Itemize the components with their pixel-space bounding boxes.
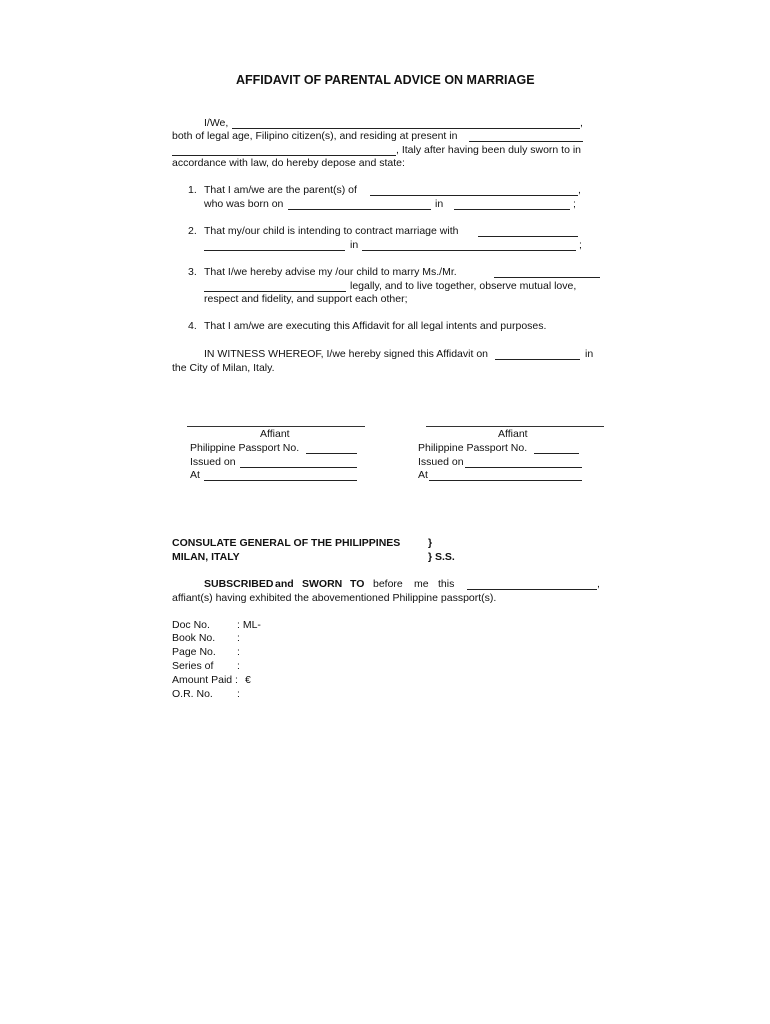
affiant-1-issued-label: Issued on — [190, 456, 236, 468]
sworn-sworn: SWORN — [302, 578, 343, 590]
sworn-and: and — [275, 578, 294, 590]
sworn-subscribed: SUBSCRIBED — [204, 578, 274, 590]
item-2-spouse-blank-2[interactable] — [204, 250, 345, 251]
affiant-2-passport-blank[interactable] — [534, 453, 579, 454]
affiant-2-at-blank[interactable] — [429, 480, 582, 481]
consulate-brace: } — [428, 537, 433, 549]
consulate-ss: } S.S. — [428, 551, 455, 563]
affiant-2-at-label: At — [418, 469, 428, 481]
witness-date-blank[interactable] — [495, 359, 580, 360]
affiant-2-label: Affiant — [498, 428, 528, 440]
item-2-spouse-blank[interactable] — [478, 236, 578, 237]
sworn-comma: , — [597, 578, 600, 590]
record-label: Book No. — [172, 632, 216, 644]
item-1-birthdate-blank[interactable] — [288, 209, 431, 210]
affiant-1-passport-label: Philippine Passport No. — [190, 442, 300, 454]
item-2-number: 2. — [188, 225, 197, 237]
item-1-text: That I am/we are the parent(s) of — [204, 184, 357, 196]
sworn-affiants-text: affiant(s) having exhibited the abovementioned Philippine passport(s). — [172, 592, 497, 604]
record-label: Series of — [172, 660, 214, 672]
affiant-1-issued-blank[interactable] — [240, 467, 357, 468]
record-value: : — [237, 646, 240, 658]
intro-residing-text: both of legal age, Filipino citizen(s), and residing at present in — [172, 130, 458, 142]
record-label: Amount Paid : — [172, 674, 238, 686]
intro-italy-text: , Italy after having been duly sworn to in — [396, 144, 582, 156]
item-1-comma: , — [578, 184, 581, 196]
item-1-child-blank[interactable] — [370, 195, 578, 196]
witness-in-text: in — [585, 348, 594, 360]
affiant-1-at-label: At — [190, 469, 200, 481]
record-label: Page No. — [172, 646, 216, 658]
item-3-number: 3. — [188, 266, 197, 278]
intro-iwe: I/We, — [204, 117, 229, 129]
intro-residence-blank-1[interactable] — [469, 141, 583, 142]
affiant-1-at-blank[interactable] — [204, 480, 357, 481]
intro-accordance-text: accordance with law, do hereby depose and state: — [172, 157, 405, 169]
record-label: Doc No. — [172, 619, 210, 631]
record-value: : — [237, 688, 240, 700]
record-label: O.R. No. — [172, 688, 213, 700]
record-value: : — [237, 660, 240, 672]
item-3-fiance-blank-2[interactable] — [204, 291, 346, 292]
affiant-2-issued-blank[interactable] — [465, 467, 582, 468]
item-3-legally-text: legally, and to live together, observe mutual love, — [350, 280, 577, 292]
item-1-semicolon: ; — [573, 198, 576, 210]
witness-text: IN WITNESS WHEREOF, I/we hereby signed this Affidavit on — [204, 348, 488, 360]
item-4-number: 4. — [188, 320, 197, 332]
consulate-name: CONSULATE GENERAL OF THE PHILIPPINES — [172, 537, 401, 549]
item-1-born-text: who was born on — [204, 198, 284, 210]
item-2-text: That my/our child is intending to contract marriage with — [204, 225, 459, 237]
affiant-2-signature-line[interactable] — [426, 426, 604, 427]
item-1-birthplace-blank[interactable] — [454, 209, 570, 210]
sworn-date-blank[interactable] — [467, 589, 597, 590]
record-value: € — [245, 674, 251, 686]
record-value: : — [237, 632, 240, 644]
item-1-in-text: in — [435, 198, 444, 210]
sworn-before: before — [373, 578, 403, 590]
affiant-1-passport-blank[interactable] — [306, 453, 357, 454]
item-2-semicolon: ; — [579, 239, 582, 251]
witness-city-text: the City of Milan, Italy. — [172, 362, 275, 374]
item-3-text: That I/we hereby advise my /our child to marry Ms./Mr. — [204, 266, 457, 278]
affiant-1-label: Affiant — [260, 428, 290, 440]
item-2-place-blank[interactable] — [362, 250, 576, 251]
record-value: : ML- — [237, 619, 261, 631]
document-title: AFFIDAVIT OF PARENTAL ADVICE ON MARRIAGE — [236, 73, 535, 87]
item-4-text: That I am/we are executing this Affidavit for all legal intents and purposes. — [204, 320, 547, 332]
sworn-me: me — [414, 578, 429, 590]
intro-names-blank[interactable] — [232, 128, 580, 129]
item-3-respect-text: respect and fidelity, and support each other; — [204, 293, 408, 305]
intro-comma: , — [580, 117, 583, 129]
intro-residence-blank-2[interactable] — [172, 155, 396, 156]
affiant-2-issued-label: Issued on — [418, 456, 464, 468]
item-2-in-text: in — [350, 239, 359, 251]
item-3-fiance-blank[interactable] — [494, 277, 600, 278]
item-1-number: 1. — [188, 184, 197, 196]
sworn-this: this — [438, 578, 455, 590]
sworn-to: TO — [350, 578, 365, 590]
affiant-2-passport-label: Philippine Passport No. — [418, 442, 528, 454]
affiant-1-signature-line[interactable] — [187, 426, 365, 427]
consulate-city: MILAN, ITALY — [172, 551, 240, 563]
